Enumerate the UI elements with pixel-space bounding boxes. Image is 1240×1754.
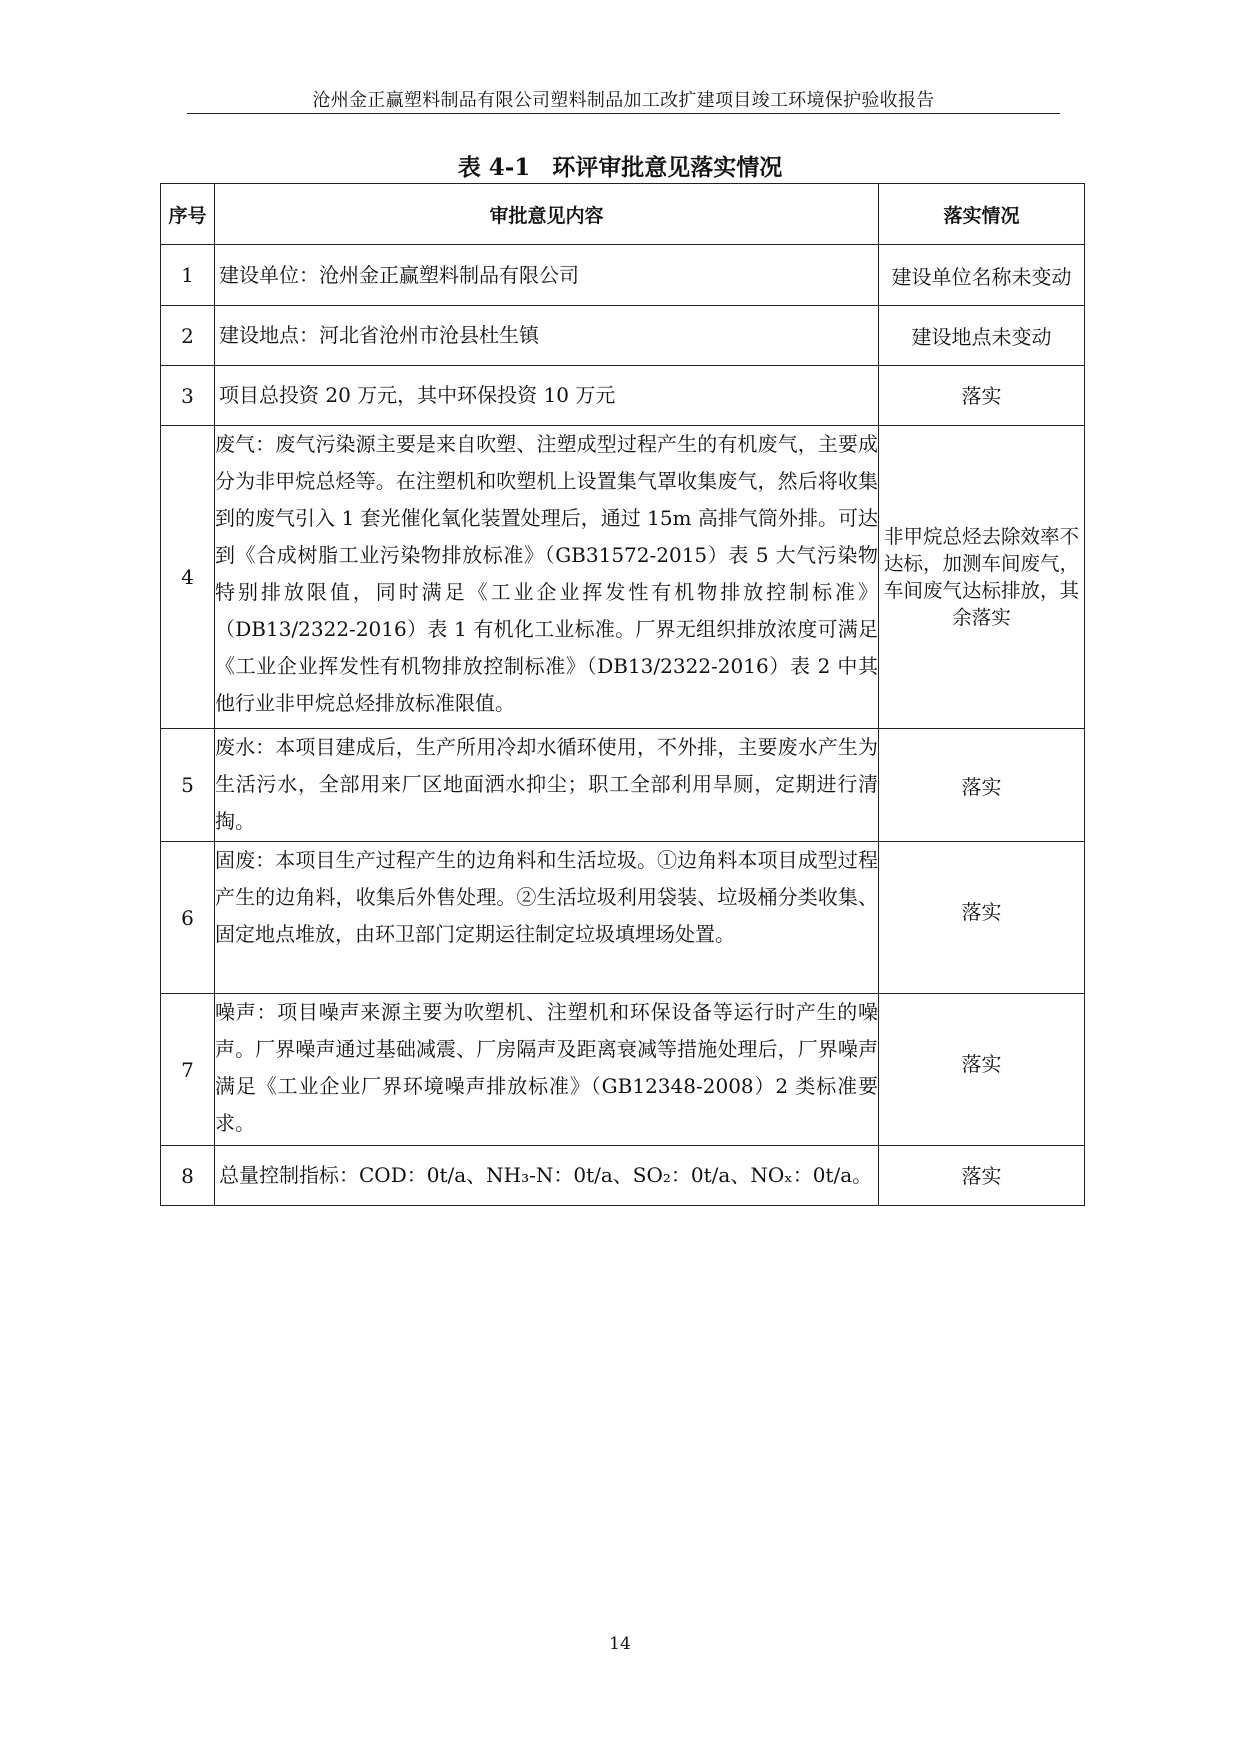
row-index: 4	[161, 426, 215, 729]
table-number: 表 4-1	[457, 154, 531, 181]
row-content: 项目总投资 20 万元，其中环保投资 10 万元	[215, 366, 879, 426]
table-row	[161, 842, 1085, 994]
table-row	[161, 366, 1085, 426]
row-index: 1	[161, 245, 215, 306]
row-index: 8	[161, 1146, 215, 1206]
table-header-row	[161, 184, 1085, 245]
row-status: 落实	[879, 729, 1085, 842]
row-status: 落实	[879, 366, 1085, 426]
table-row	[161, 306, 1085, 366]
row-content: 废气：废气污染源主要是来自吹塑、注塑成型过程产生的有机废气，主要成分为非甲烷总烃等。在注塑机和吹塑机上设置集气罩收集废气，然后将收集到的废气引入 1 套光催化氧化装置处理后，通过 15m 高排气筒外排。可达到《合成树脂工业污染物排放标准》（GB31572-2015）表 5 大气污染物特别排放限值，同时满足《工业企业挥发性有机物排放控制标准》（DB13/2322-2016）表 1 有机化工业标准。厂界无组织排放浓度可满足《工业企业挥发性有机物排放控制标准》（DB13/2322-2016）表 2 中其他行业非甲烷总烃排放标准限值。	[215, 426, 879, 729]
row-index: 5	[161, 729, 215, 842]
table-row	[161, 1146, 1085, 1206]
approval-table	[160, 183, 1085, 1206]
row-index: 2	[161, 306, 215, 366]
table-title	[0, 149, 1240, 182]
column-header-status: 落实情况	[879, 184, 1085, 245]
page-number: 14	[609, 1634, 631, 1654]
row-content: 建设地点：河北省沧州市沧县杜生镇	[215, 306, 879, 366]
row-content: 固废：本项目生产过程产生的边角料和生活垃圾。①边角料本项目成型过程产生的边角料，收集后外售处理。②生活垃圾利用袋装、垃圾桶分类收集、固定地点堆放，由环卫部门定期运往制定垃圾填埋场处置。	[215, 842, 879, 994]
row-status: 非甲烷总烃去除效率不达标，加测车间废气，车间废气达标排放，其余落实	[879, 426, 1085, 729]
row-status: 建设地点未变动	[879, 306, 1085, 366]
row-index: 3	[161, 366, 215, 426]
row-content: 建设单位：沧州金正赢塑料制品有限公司	[215, 245, 879, 306]
table-row	[161, 245, 1085, 306]
column-header-content: 审批意见内容	[215, 184, 879, 245]
table-caption: 环评审批意见落实情况	[552, 154, 783, 181]
column-header-index: 序号	[161, 184, 215, 245]
table-row	[161, 426, 1085, 729]
row-status: 落实	[879, 994, 1085, 1146]
row-index: 6	[161, 842, 215, 994]
table-row	[161, 994, 1085, 1146]
row-index: 7	[161, 994, 215, 1146]
row-status: 落实	[879, 1146, 1085, 1206]
row-content: 噪声：项目噪声来源主要为吹塑机、注塑机和环保设备等运行时产生的噪声。厂界噪声通过基础减震、厂房隔声及距离衰减等措施处理后，厂界噪声满足《工业企业厂界环境噪声排放标准》（GB12348-2008）2 类标准要求。	[215, 994, 879, 1146]
row-content: 总量控制指标：COD：0t/a、NH₃-N：0t/a、SO₂：0t/a、NOₓ：0t/a。	[215, 1146, 879, 1206]
row-status: 落实	[879, 842, 1085, 994]
row-status: 建设单位名称未变动	[879, 245, 1085, 306]
row-content: 废水：本项目建成后，生产所用冷却水循环使用，不外排，主要废水产生为生活污水，全部用来厂区地面洒水抑尘；职工全部利用旱厕，定期进行清掏。	[215, 729, 879, 842]
running-header: 沧州金正赢塑料制品有限公司塑料制品加工改扩建项目竣工环境保护验收报告	[312, 90, 935, 111]
table-row	[161, 729, 1085, 842]
header-rule	[187, 113, 1060, 114]
